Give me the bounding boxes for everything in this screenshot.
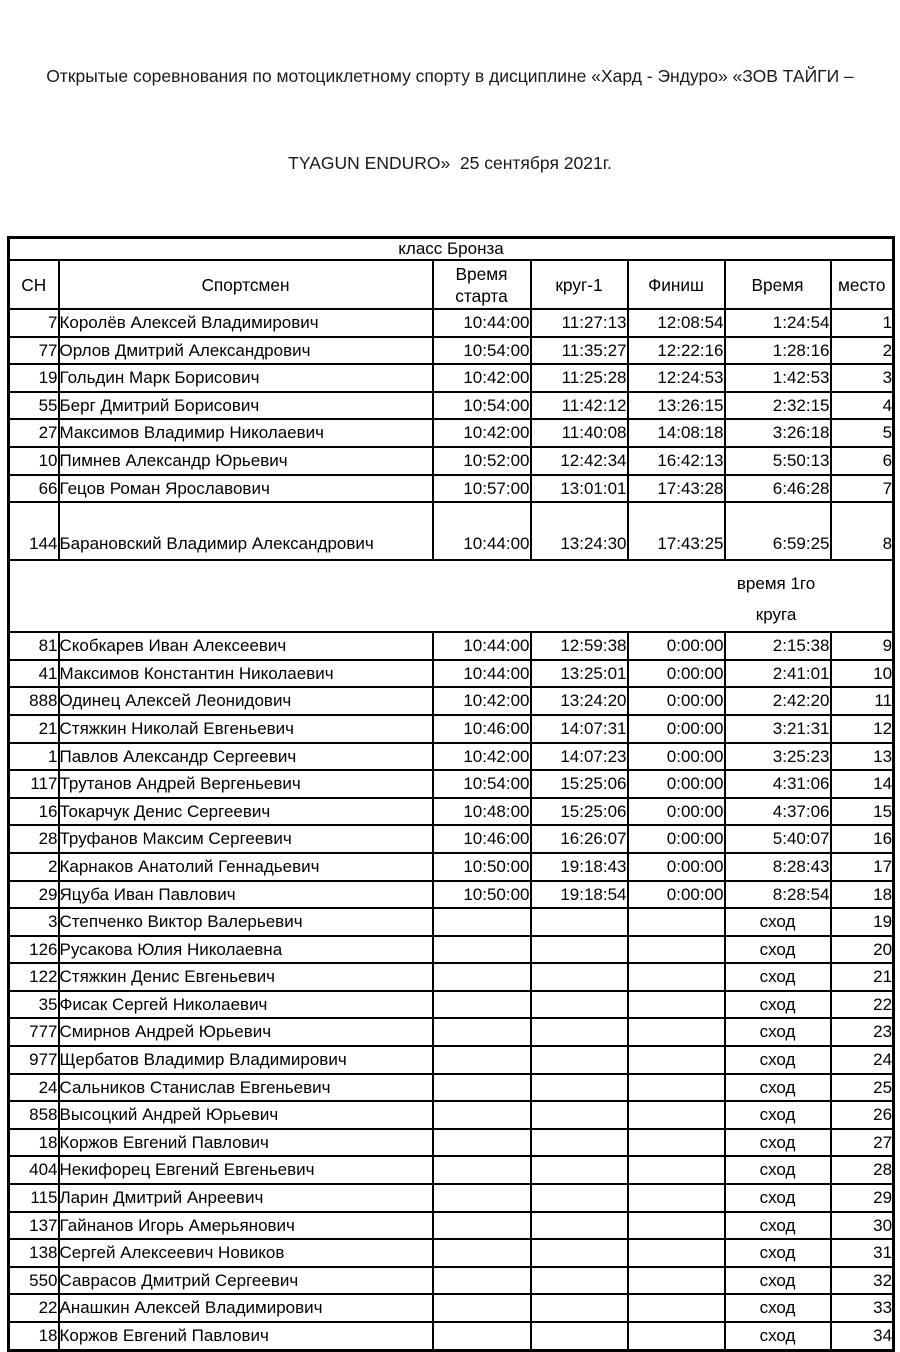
table-row [9,309,894,337]
finish-time-cell [628,1212,725,1240]
rider-name-cell: Трутанов Андрей Вергеньевич [59,770,433,798]
table-row [9,1101,894,1129]
total-time-cell: 8:28:43 [725,853,831,881]
place-cell: 31 [831,1239,894,1267]
start-time-cell [433,1212,531,1240]
rider-number-cell: 2 [9,853,59,881]
place-cell: 2 [831,337,894,365]
place-cell: 21 [831,963,894,991]
finish-time-cell [628,1074,725,1102]
rider-name-cell: Барановский Владимир Александрович [59,502,433,560]
rider-number-cell: 3 [9,908,59,936]
total-time-cell: сход [725,1239,831,1267]
finish-time-cell: 0:00:00 [628,853,725,881]
rider-number-cell: 28 [9,825,59,853]
table-row [9,1212,894,1240]
start-time-cell: 10:50:00 [433,853,531,881]
rider-number-cell: 888 [9,687,59,715]
lap1-time-cell: 15:25:06 [531,770,628,798]
lap1-time-cell [531,991,628,1019]
start-time-cell: 10:54:00 [433,337,531,365]
total-time-cell: сход [725,1046,831,1074]
finish-time-cell: 0:00:00 [628,825,725,853]
start-time-cell [433,1184,531,1212]
rider-name-cell: Орлов Дмитрий Александрович [59,337,433,365]
place-cell: 9 [831,632,894,660]
start-time-cell [433,1046,531,1074]
table-row [9,1129,894,1157]
lap1-time-cell: 13:25:01 [531,660,628,688]
total-time-cell: 4:37:06 [725,798,831,826]
rider-number-cell: 115 [9,1184,59,1212]
rider-name-cell: Высоцкий Андрей Юрьевич [59,1101,433,1129]
start-time-cell [433,1267,531,1295]
table-row [9,1322,894,1350]
rider-number-cell: 1 [9,743,59,771]
finish-time-cell [628,1184,725,1212]
finish-time-cell: 16:42:13 [628,447,725,475]
total-time-cell: 2:41:01 [725,660,831,688]
finish-time-cell: 0:00:00 [628,881,725,909]
table-row [9,1294,894,1322]
rider-name-cell: Труфанов Максим Сергеевич [59,825,433,853]
rider-number-cell: 29 [9,881,59,909]
start-time-cell: 10:42:00 [433,364,531,392]
rider-number-cell: 137 [9,1212,59,1240]
finish-time-cell [628,1239,725,1267]
start-time-cell: 10:42:00 [433,743,531,771]
rider-name-cell: Степченко Виктор Валерьевич [59,908,433,936]
place-cell: 16 [831,825,894,853]
place-cell: 6 [831,447,894,475]
rider-number-cell: 977 [9,1046,59,1074]
rider-name-cell: Сальников Станислав Евгеньевич [59,1074,433,1102]
rider-number-cell: 22 [9,1294,59,1322]
start-time-cell [433,1129,531,1157]
table-row [9,881,894,909]
lap1-time-cell [531,908,628,936]
rider-number-cell: 122 [9,963,59,991]
place-cell: 32 [831,1267,894,1295]
rider-name-cell: Стяжкин Николай Евгеньевич [59,715,433,743]
lap1-time-cell: 14:07:23 [531,743,628,771]
table-row [9,660,894,688]
start-time-cell [433,963,531,991]
lap1-time-cell: 11:27:13 [531,309,628,337]
start-time-cell: 10:42:00 [433,687,531,715]
total-time-cell: сход [725,908,831,936]
finish-time-cell [628,936,725,964]
total-time-cell: 6:59:25 [725,502,831,560]
total-time-cell: 3:21:31 [725,715,831,743]
start-time-cell: 10:48:00 [433,798,531,826]
rider-number-cell: 144 [9,502,59,560]
total-time-cell: 4:31:06 [725,770,831,798]
total-time-cell: 5:40:07 [725,825,831,853]
start-time-cell [433,1101,531,1129]
rider-number-cell: 7 [9,309,59,337]
lap1-time-cell [531,1101,628,1129]
lap1-time-cell: 12:59:38 [531,632,628,660]
finish-time-cell: 0:00:00 [628,660,725,688]
total-time-cell: 6:46:28 [725,475,831,503]
finish-time-cell [628,991,725,1019]
total-time-cell: 2:15:38 [725,632,831,660]
place-cell: 13 [831,743,894,771]
lap1-time-cell: 13:24:20 [531,687,628,715]
rider-number-cell: 117 [9,770,59,798]
rider-name-cell: Гайнанов Игорь Амерьянович [59,1212,433,1240]
place-cell: 10 [831,660,894,688]
rider-number-cell: 858 [9,1101,59,1129]
place-cell: 23 [831,1018,894,1046]
finish-time-cell: 0:00:00 [628,632,725,660]
place-cell: 25 [831,1074,894,1102]
title-line-2: TYAGUN ENDURO» 25 сентября 2021г. [288,153,612,173]
start-time-cell [433,1294,531,1322]
table-row [9,1018,894,1046]
start-time-cell: 10:46:00 [433,715,531,743]
place-cell: 8 [831,502,894,560]
finish-time-cell [628,963,725,991]
lap1-time-cell [531,1018,628,1046]
finish-time-cell: 14:08:18 [628,419,725,447]
rider-name-cell: Одинец Алексей Леонидович [59,687,433,715]
place-cell: 15 [831,798,894,826]
finish-time-cell [628,1018,725,1046]
rider-number-cell: 550 [9,1267,59,1295]
rider-name-cell: Коржов Евгений Павлович [59,1322,433,1350]
table-row [9,853,894,881]
lap1-time-cell [531,936,628,964]
table-row [9,1046,894,1074]
table-row [9,632,894,660]
finish-time-cell: 0:00:00 [628,770,725,798]
rider-name-cell: Стяжкин Денис Евгеньевич [59,963,433,991]
start-time-cell: 10:44:00 [433,502,531,560]
class-header-row [9,238,894,261]
table-row [9,1239,894,1267]
finish-time-cell [628,1129,725,1157]
total-time-cell: сход [725,1267,831,1295]
lap1-time-cell [531,1074,628,1102]
rider-name-cell: Русакова Юлия Николаевна [59,936,433,964]
start-time-cell: 10:44:00 [433,309,531,337]
lap1-time-cell: 19:18:54 [531,881,628,909]
finish-time-cell [628,1156,725,1184]
rider-number-cell: 10 [9,447,59,475]
table-row [9,687,894,715]
lap1-time-cell [531,1184,628,1212]
table-row [9,392,894,420]
table-row [9,1184,894,1212]
rider-name-cell: Гольдин Марк Борисович [59,364,433,392]
place-cell: 20 [831,936,894,964]
start-time-cell [433,1074,531,1102]
table-row [9,1156,894,1184]
rider-number-cell: 21 [9,715,59,743]
place-cell: 22 [831,991,894,1019]
rider-name-cell: Анашкин Алексей Владимирович [59,1294,433,1322]
rider-number-cell: 66 [9,475,59,503]
start-time-cell: 10:46:00 [433,825,531,853]
lap1-time-note [720,568,832,630]
section-gap-cell [9,560,894,632]
start-time-cell: 10:52:00 [433,447,531,475]
title-line-1: Открытые соревнования по мотоциклетному спорту в дисциплине «Хард - Эндуро» «ЗОВ ТАЙГИ – [46,66,854,86]
total-time-cell: 2:32:15 [725,392,831,420]
rider-number-cell: 138 [9,1239,59,1267]
rider-name-cell: Ларин Дмитрий Анреевич [59,1184,433,1212]
rider-name-cell: Максимов Владимир Николаевич [59,419,433,447]
place-cell: 24 [831,1046,894,1074]
start-time-cell: 10:54:00 [433,392,531,420]
start-time-cell [433,991,531,1019]
table-row [9,715,894,743]
place-cell: 14 [831,770,894,798]
total-time-cell: сход [725,963,831,991]
start-time-cell [433,936,531,964]
class-header: класс Бронза [9,238,894,261]
lap1-time-cell: 11:40:08 [531,419,628,447]
total-time-cell: сход [725,1322,831,1350]
total-time-cell: 5:50:13 [725,447,831,475]
place-cell: 3 [831,364,894,392]
table-row [9,743,894,771]
col-header-start-time: Время старта [433,260,531,309]
finish-time-cell: 0:00:00 [628,687,725,715]
lap1-time-note-line1: время 1го [736,574,816,594]
table-row [9,475,894,503]
finish-time-cell: 12:24:53 [628,364,725,392]
rider-name-cell: Королёв Алексей Владимирович [59,309,433,337]
total-time-cell: сход [725,1074,831,1102]
finish-time-cell [628,1322,725,1350]
place-cell: 34 [831,1322,894,1350]
total-time-cell: сход [725,1294,831,1322]
rider-name-cell: Сергей Алексеевич Новиков [59,1239,433,1267]
total-time-cell: 8:28:54 [725,881,831,909]
finish-time-cell [628,1267,725,1295]
col-header-lap1: круг-1 [531,260,628,309]
rider-name-cell: Некифорец Евгений Евгеньевич [59,1156,433,1184]
rider-number-cell: 16 [9,798,59,826]
table-row [9,364,894,392]
table-row [9,419,894,447]
table-row [9,825,894,853]
place-cell: 26 [831,1101,894,1129]
place-cell: 4 [831,392,894,420]
start-time-cell [433,1018,531,1046]
lap1-time-cell: 16:26:07 [531,825,628,853]
rider-number-cell: 18 [9,1322,59,1350]
rider-name-cell: Коржов Евгений Павлович [59,1129,433,1157]
rider-name-cell: Токарчук Денис Сергеевич [59,798,433,826]
finish-time-cell: 12:08:54 [628,309,725,337]
table-row [9,337,894,365]
start-time-cell [433,1322,531,1350]
lap1-time-cell: 11:42:12 [531,392,628,420]
rider-name-cell: Берг Дмитрий Борисович [59,392,433,420]
start-time-cell: 10:42:00 [433,419,531,447]
finish-time-cell: 17:43:28 [628,475,725,503]
table-row [9,770,894,798]
lap1-time-cell: 15:25:06 [531,798,628,826]
place-cell: 12 [831,715,894,743]
rider-number-cell: 27 [9,419,59,447]
total-time-cell: 3:26:18 [725,419,831,447]
place-cell: 7 [831,475,894,503]
col-header-finish: Финиш [628,260,725,309]
col-header-place: место [831,260,894,309]
finish-time-cell: 12:22:16 [628,337,725,365]
table-row [9,936,894,964]
rider-name-cell: Пимнев Александр Юрьевич [59,447,433,475]
place-cell: 11 [831,687,894,715]
finish-time-cell [628,1294,725,1322]
rider-name-cell: Гецов Роман Ярославович [59,475,433,503]
finish-time-cell: 0:00:00 [628,715,725,743]
lap1-time-cell [531,1129,628,1157]
place-cell: 27 [831,1129,894,1157]
rider-name-cell: Саврасов Дмитрий Сергеевич [59,1267,433,1295]
total-time-cell: сход [725,991,831,1019]
place-cell: 28 [831,1156,894,1184]
rider-number-cell: 777 [9,1018,59,1046]
rider-name-cell: Скобкарев Иван Алексеевич [59,632,433,660]
col-header-time: Время [725,260,831,309]
rider-name-cell: Яцуба Иван Павлович [59,881,433,909]
total-time-cell: сход [725,1184,831,1212]
lap1-time-cell: 11:25:28 [531,364,628,392]
table-row [9,1267,894,1295]
place-cell: 17 [831,853,894,881]
lap1-time-cell [531,1239,628,1267]
col-header-sportsman: Спортсмен [59,260,433,309]
finish-time-cell: 0:00:00 [628,743,725,771]
finish-time-cell: 0:00:00 [628,798,725,826]
lap1-time-cell [531,1322,628,1350]
lap1-time-note-line2: круга [755,605,797,625]
rider-number-cell: 18 [9,1129,59,1157]
rider-number-cell: 81 [9,632,59,660]
column-header-row [9,260,894,309]
lap1-time-cell [531,1294,628,1322]
start-time-cell: 10:50:00 [433,881,531,909]
place-cell: 29 [831,1184,894,1212]
results-body [9,309,894,1350]
place-cell: 1 [831,309,894,337]
lap1-time-cell: 13:24:30 [531,502,628,560]
finish-time-cell [628,1046,725,1074]
lap1-time-cell: 13:01:01 [531,475,628,503]
start-time-cell [433,1156,531,1184]
total-time-cell: сход [725,1018,831,1046]
start-time-cell: 10:44:00 [433,632,531,660]
lap1-time-cell [531,1267,628,1295]
lap1-time-cell [531,1212,628,1240]
rider-number-cell: 126 [9,936,59,964]
total-time-cell: сход [725,1212,831,1240]
start-time-cell: 10:44:00 [433,660,531,688]
start-time-cell [433,1239,531,1267]
page-title [0,0,900,236]
section-gap-row [9,560,894,632]
table-row [9,798,894,826]
lap1-time-cell [531,1156,628,1184]
rider-number-cell: 55 [9,392,59,420]
table-row [9,908,894,936]
place-cell: 33 [831,1294,894,1322]
place-cell: 30 [831,1212,894,1240]
start-time-cell: 10:57:00 [433,475,531,503]
finish-time-cell [628,908,725,936]
table-row [9,963,894,991]
rider-number-cell: 77 [9,337,59,365]
total-time-cell: 1:28:16 [725,337,831,365]
total-time-cell: сход [725,936,831,964]
table-row [9,1074,894,1102]
rider-number-cell: 24 [9,1074,59,1102]
total-time-cell: 2:42:20 [725,687,831,715]
results-table [7,236,895,1352]
total-time-cell: сход [725,1156,831,1184]
lap1-time-cell [531,1046,628,1074]
table-row [9,991,894,1019]
finish-time-cell: 13:26:15 [628,392,725,420]
rider-name-cell: Максимов Константин Николаевич [59,660,433,688]
place-cell: 19 [831,908,894,936]
start-time-cell [433,908,531,936]
col-header-sn: СН [9,260,59,309]
lap1-time-cell: 12:42:34 [531,447,628,475]
table-row [9,447,894,475]
lap1-time-cell: 14:07:31 [531,715,628,743]
total-time-cell: 3:25:23 [725,743,831,771]
rider-name-cell: Смирнов Андрей Юрьевич [59,1018,433,1046]
start-time-cell: 10:54:00 [433,770,531,798]
lap1-time-cell: 11:35:27 [531,337,628,365]
finish-time-cell [628,1101,725,1129]
rider-number-cell: 404 [9,1156,59,1184]
place-cell: 18 [831,881,894,909]
lap1-time-cell [531,963,628,991]
rider-name-cell: Карнаков Анатолий Геннадьевич [59,853,433,881]
rider-number-cell: 19 [9,364,59,392]
total-time-cell: 1:42:53 [725,364,831,392]
rider-number-cell: 35 [9,991,59,1019]
lap1-time-cell: 19:18:43 [531,853,628,881]
rider-number-cell: 41 [9,660,59,688]
rider-name-cell: Щербатов Владимир Владимирович [59,1046,433,1074]
rider-name-cell: Фисак Сергей Николаевич [59,991,433,1019]
total-time-cell: 1:24:54 [725,309,831,337]
table-row [9,502,894,560]
place-cell: 5 [831,419,894,447]
total-time-cell: сход [725,1101,831,1129]
rider-name-cell: Павлов Александр Сергеевич [59,743,433,771]
finish-time-cell: 17:43:25 [628,502,725,560]
total-time-cell: сход [725,1129,831,1157]
